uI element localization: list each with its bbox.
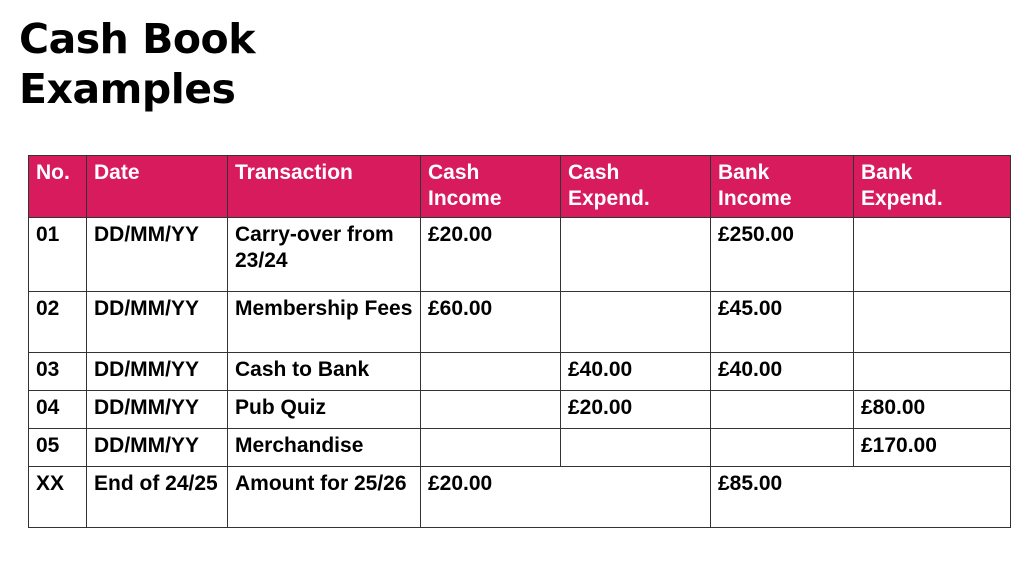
page-title [19,14,255,114]
cell-bank-income: £40.00 [711,353,854,391]
cell-cash-income: £20.00 [421,218,561,292]
cell-bank-income [711,429,854,467]
cell-cash-income [421,391,561,429]
cell-no: 05 [29,429,87,467]
cell-date: DD/MM/YY [87,353,228,391]
cell-bank-expend [854,292,1011,353]
cell-no: XX [29,467,87,528]
cell-no: 02 [29,292,87,353]
header-cash-expend: Cash Expend. [561,156,711,218]
cell-date: DD/MM/YY [87,292,228,353]
cell-transaction: Pub Quiz [228,391,421,429]
cell-cash-amount: £20.00 [421,467,711,528]
cell-transaction: Carry-over from 23/24 [228,218,421,292]
cell-bank-income: £250.00 [711,218,854,292]
header-date: Date [87,156,228,218]
table-header-row [29,156,1011,218]
cell-cash-income [421,429,561,467]
cell-cash-expend [561,429,711,467]
cell-bank-expend [854,353,1011,391]
cell-bank-amount: £85.00 [711,467,1011,528]
cell-bank-income [711,391,854,429]
cell-cash-income [421,353,561,391]
cell-transaction: Merchandise [228,429,421,467]
cell-date: DD/MM/YY [87,429,228,467]
cell-bank-income: £45.00 [711,292,854,353]
cell-transaction: Cash to Bank [228,353,421,391]
table-row [29,429,1011,467]
cell-bank-expend: £80.00 [854,391,1011,429]
cell-transaction: Membership Fees [228,292,421,353]
table-row [29,292,1011,353]
cell-bank-expend [854,218,1011,292]
cell-no: 04 [29,391,87,429]
cell-cash-expend: £40.00 [561,353,711,391]
cell-date: End of 24/25 [87,467,228,528]
summary-row [29,467,1011,528]
table-row [29,218,1011,292]
table-row [29,353,1011,391]
cash-book-table [28,155,1011,528]
header-transaction: Transaction [228,156,421,218]
cell-transaction: Amount for 25/26 [228,467,421,528]
cell-cash-expend [561,218,711,292]
cell-cash-expend [561,292,711,353]
cell-date: DD/MM/YY [87,391,228,429]
page-title-line-2: Examples [19,65,236,113]
cell-bank-expend: £170.00 [854,429,1011,467]
cell-cash-expend: £20.00 [561,391,711,429]
header-bank-expend: Bank Expend. [854,156,1011,218]
header-no: No. [29,156,87,218]
page-title-line-1: Cash Book [19,15,255,63]
cell-date: DD/MM/YY [87,218,228,292]
cell-cash-income: £60.00 [421,292,561,353]
header-bank-income: Bank Income [711,156,854,218]
cell-no: 01 [29,218,87,292]
cell-no: 03 [29,353,87,391]
header-cash-income: Cash Income [421,156,561,218]
table-row [29,391,1011,429]
